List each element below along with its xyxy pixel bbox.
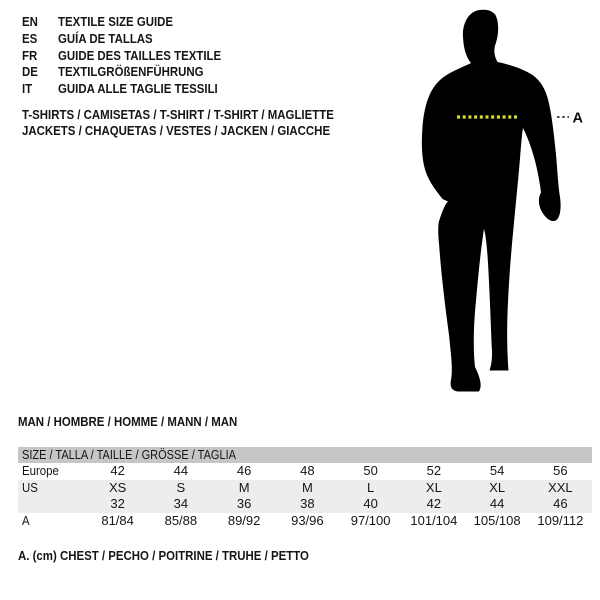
table-cell: 109/112 <box>537 512 584 528</box>
table-cell: 42 <box>110 463 125 478</box>
table-cell: 81/84 <box>101 512 134 528</box>
lang-title: GUIDE DES TAILLES TEXTILE <box>58 47 222 63</box>
table-cell: 38 <box>300 496 315 511</box>
table-cell: 93/96 <box>291 512 324 528</box>
table-cell: L <box>367 479 375 495</box>
table-cell: 52 <box>426 463 442 478</box>
table-row-chest-a <box>18 513 592 530</box>
lang-row-en <box>22 14 243 31</box>
table-cell: 105/108 <box>473 512 521 528</box>
table-cell: XL <box>489 479 506 495</box>
table-cell: M <box>238 479 250 495</box>
section-title-man: MAN / HOMBRE / HOMME / MANN / MAN <box>18 414 238 429</box>
lang-row-es <box>22 31 243 48</box>
row-label: Europe <box>22 463 59 478</box>
lang-title: TEXTILGRÖßENFÜHRUNG <box>58 64 204 80</box>
table-cell: M <box>301 479 313 495</box>
table-cell: 44 <box>173 463 189 478</box>
table-cell: XS <box>108 479 127 495</box>
lang-row-de <box>22 64 243 81</box>
table-cell: 97/100 <box>350 512 391 528</box>
table-cell: 42 <box>426 496 442 511</box>
table-cell: 44 <box>489 496 505 511</box>
table-cell: 56 <box>553 463 568 478</box>
table-row-us <box>18 480 592 497</box>
measurement-footnote: A. (cm) CHEST / PECHO / POITRINE / TRUHE / PETTO <box>18 548 309 563</box>
category-jackets: JACKETS / CHAQUETAS / VESTES / JACKEN / GIACCHE <box>22 123 331 138</box>
table-cell: 48 <box>300 463 315 478</box>
table-cell: 85/88 <box>164 512 198 528</box>
row-label: US <box>22 479 38 495</box>
lang-title: GUÍA DE TALLAS <box>58 30 153 46</box>
table-cell: 40 <box>363 496 378 511</box>
lang-title: TEXTILE SIZE GUIDE <box>58 14 174 29</box>
table-cell: 36 <box>236 496 252 511</box>
row-label <box>18 496 86 513</box>
category-tshirts: T-SHIRTS / CAMISETAS / T-SHIRT / T-SHIRT / MAGLIETTE <box>22 107 334 122</box>
row-label: A <box>22 512 30 528</box>
table-cell: 54 <box>489 463 505 478</box>
table-cell: 46 <box>236 463 252 478</box>
table-cell: 32 <box>110 496 125 511</box>
lang-row-it <box>22 81 243 98</box>
garment-category-list <box>22 107 376 139</box>
table-cell: 50 <box>363 463 378 478</box>
lang-code: ES <box>22 30 38 46</box>
size-table-header: SIZE / TALLA / TAILLE / GRÖSSE / TAGLIA <box>18 447 592 463</box>
lang-title: GUIDA ALLE TAGLIE TESSILI <box>58 81 218 97</box>
size-table <box>18 447 592 529</box>
table-cell: 89/92 <box>227 512 261 528</box>
lang-code: IT <box>22 81 33 97</box>
table-cell: 46 <box>553 496 568 511</box>
table-cell: S <box>176 479 186 495</box>
man-silhouette-illustration <box>400 0 600 400</box>
lang-code: DE <box>22 64 38 80</box>
table-cell: XL <box>425 479 442 495</box>
language-title-list <box>22 14 243 98</box>
man-silhouette-figure <box>400 0 600 400</box>
lang-row-fr <box>22 48 243 65</box>
table-row-europe <box>18 463 592 480</box>
lang-code: FR <box>22 47 38 63</box>
table-cell: 101/104 <box>410 512 458 528</box>
measure-label-a: A <box>572 110 583 127</box>
table-cell: XXL <box>548 479 573 495</box>
lang-code: EN <box>22 14 38 29</box>
table-row-us-numeric <box>18 496 592 513</box>
table-cell: 34 <box>173 496 189 511</box>
